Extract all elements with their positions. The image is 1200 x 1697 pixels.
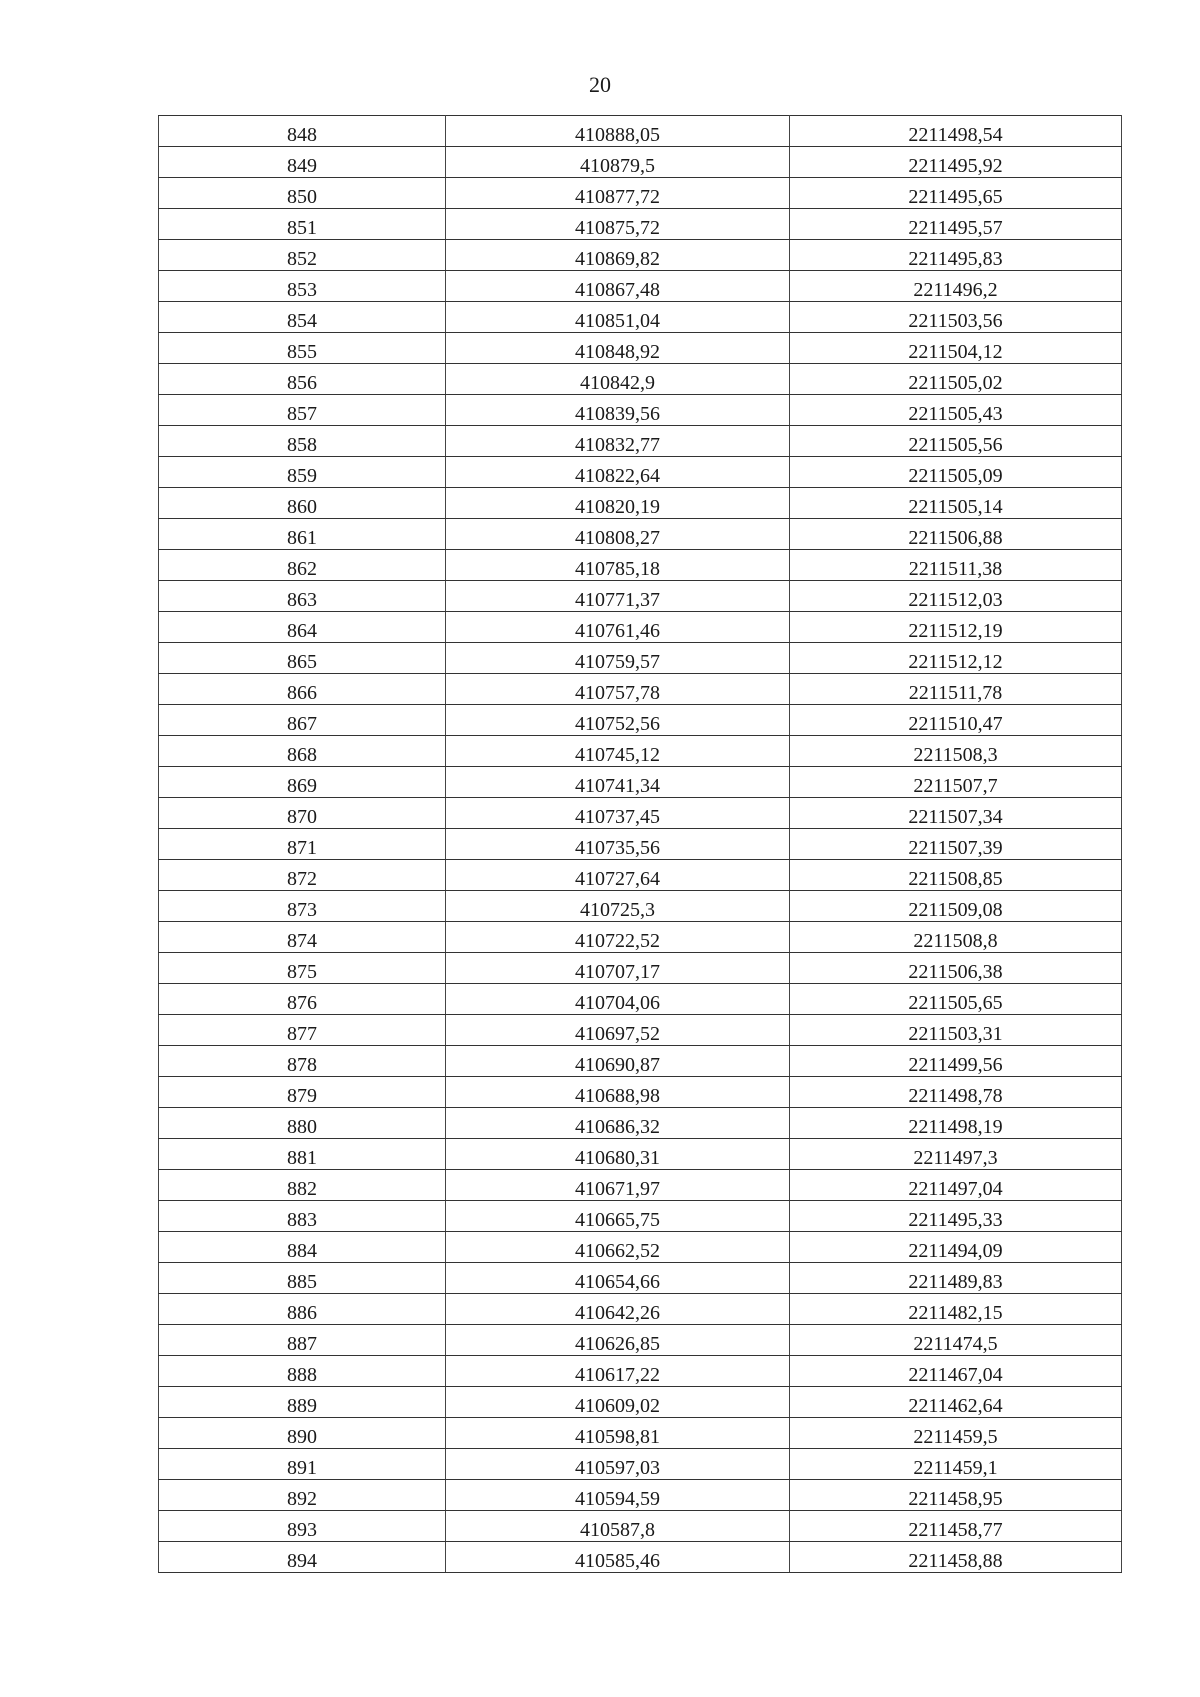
x-coordinate-cell: 410839,56 [446, 395, 790, 426]
x-coordinate-cell: 410609,02 [446, 1387, 790, 1418]
y-coordinate-cell: 2211494,09 [790, 1232, 1122, 1263]
y-coordinate-cell: 2211509,08 [790, 891, 1122, 922]
y-coordinate-cell: 2211505,43 [790, 395, 1122, 426]
x-coordinate-cell: 410688,98 [446, 1077, 790, 1108]
point-number-cell: 866 [159, 674, 446, 705]
point-number-cell: 850 [159, 178, 446, 209]
table-row [159, 1077, 1122, 1108]
point-number-cell: 860 [159, 488, 446, 519]
x-coordinate-cell: 410842,9 [446, 364, 790, 395]
point-number-cell: 858 [159, 426, 446, 457]
y-coordinate-cell: 2211499,56 [790, 1046, 1122, 1077]
y-coordinate-cell: 2211505,56 [790, 426, 1122, 457]
x-coordinate-cell: 410707,17 [446, 953, 790, 984]
x-coordinate-cell: 410697,52 [446, 1015, 790, 1046]
y-coordinate-cell: 2211498,54 [790, 116, 1122, 147]
y-coordinate-cell: 2211507,7 [790, 767, 1122, 798]
y-coordinate-cell: 2211495,57 [790, 209, 1122, 240]
table-row [159, 240, 1122, 271]
point-number-cell: 868 [159, 736, 446, 767]
x-coordinate-cell: 410587,8 [446, 1511, 790, 1542]
y-coordinate-cell: 2211462,64 [790, 1387, 1122, 1418]
point-number-cell: 893 [159, 1511, 446, 1542]
point-number-cell: 857 [159, 395, 446, 426]
table-row [159, 581, 1122, 612]
table-row [159, 984, 1122, 1015]
point-number-cell: 874 [159, 922, 446, 953]
point-number-cell: 894 [159, 1542, 446, 1573]
table-row [159, 116, 1122, 147]
point-number-cell: 886 [159, 1294, 446, 1325]
table-row [159, 1511, 1122, 1542]
table-row [159, 178, 1122, 209]
y-coordinate-cell: 2211474,5 [790, 1325, 1122, 1356]
y-coordinate-cell: 2211458,95 [790, 1480, 1122, 1511]
x-coordinate-cell: 410745,12 [446, 736, 790, 767]
point-number-cell: 848 [159, 116, 446, 147]
table-row [159, 1015, 1122, 1046]
point-number-cell: 889 [159, 1387, 446, 1418]
y-coordinate-cell: 2211511,38 [790, 550, 1122, 581]
table-row [159, 922, 1122, 953]
coordinates-table-body [159, 116, 1122, 1573]
y-coordinate-cell: 2211512,12 [790, 643, 1122, 674]
table-row [159, 1480, 1122, 1511]
x-coordinate-cell: 410888,05 [446, 116, 790, 147]
table-row [159, 860, 1122, 891]
point-number-cell: 888 [159, 1356, 446, 1387]
x-coordinate-cell: 410759,57 [446, 643, 790, 674]
table-row [159, 767, 1122, 798]
y-coordinate-cell: 2211459,1 [790, 1449, 1122, 1480]
x-coordinate-cell: 410851,04 [446, 302, 790, 333]
point-number-cell: 852 [159, 240, 446, 271]
x-coordinate-cell: 410869,82 [446, 240, 790, 271]
point-number-cell: 881 [159, 1139, 446, 1170]
point-number-cell: 870 [159, 798, 446, 829]
table-row [159, 1294, 1122, 1325]
table-row [159, 147, 1122, 178]
x-coordinate-cell: 410671,97 [446, 1170, 790, 1201]
table-row [159, 1046, 1122, 1077]
table-row [159, 1108, 1122, 1139]
table-row [159, 1232, 1122, 1263]
y-coordinate-cell: 2211511,78 [790, 674, 1122, 705]
y-coordinate-cell: 2211505,09 [790, 457, 1122, 488]
point-number-cell: 878 [159, 1046, 446, 1077]
point-number-cell: 869 [159, 767, 446, 798]
y-coordinate-cell: 2211496,2 [790, 271, 1122, 302]
x-coordinate-cell: 410848,92 [446, 333, 790, 364]
y-coordinate-cell: 2211510,47 [790, 705, 1122, 736]
x-coordinate-cell: 410725,3 [446, 891, 790, 922]
y-coordinate-cell: 2211498,78 [790, 1077, 1122, 1108]
x-coordinate-cell: 410820,19 [446, 488, 790, 519]
y-coordinate-cell: 2211505,02 [790, 364, 1122, 395]
point-number-cell: 855 [159, 333, 446, 364]
point-number-cell: 859 [159, 457, 446, 488]
y-coordinate-cell: 2211458,88 [790, 1542, 1122, 1573]
table-row [159, 829, 1122, 860]
point-number-cell: 876 [159, 984, 446, 1015]
point-number-cell: 867 [159, 705, 446, 736]
y-coordinate-cell: 2211503,31 [790, 1015, 1122, 1046]
table-row [159, 953, 1122, 984]
y-coordinate-cell: 2211495,83 [790, 240, 1122, 271]
point-number-cell: 871 [159, 829, 446, 860]
point-number-cell: 854 [159, 302, 446, 333]
y-coordinate-cell: 2211505,14 [790, 488, 1122, 519]
x-coordinate-cell: 410867,48 [446, 271, 790, 302]
x-coordinate-cell: 410665,75 [446, 1201, 790, 1232]
y-coordinate-cell: 2211497,3 [790, 1139, 1122, 1170]
table-row [159, 643, 1122, 674]
x-coordinate-cell: 410686,32 [446, 1108, 790, 1139]
y-coordinate-cell: 2211507,34 [790, 798, 1122, 829]
y-coordinate-cell: 2211458,77 [790, 1511, 1122, 1542]
x-coordinate-cell: 410626,85 [446, 1325, 790, 1356]
point-number-cell: 853 [159, 271, 446, 302]
point-number-cell: 851 [159, 209, 446, 240]
x-coordinate-cell: 410642,26 [446, 1294, 790, 1325]
y-coordinate-cell: 2211512,19 [790, 612, 1122, 643]
table-row [159, 426, 1122, 457]
point-number-cell: 862 [159, 550, 446, 581]
table-row [159, 1201, 1122, 1232]
x-coordinate-cell: 410771,37 [446, 581, 790, 612]
table-row [159, 333, 1122, 364]
x-coordinate-cell: 410597,03 [446, 1449, 790, 1480]
table-row [159, 519, 1122, 550]
point-number-cell: 884 [159, 1232, 446, 1263]
x-coordinate-cell: 410875,72 [446, 209, 790, 240]
table-row [159, 1325, 1122, 1356]
y-coordinate-cell: 2211489,83 [790, 1263, 1122, 1294]
point-number-cell: 877 [159, 1015, 446, 1046]
table-row [159, 1418, 1122, 1449]
point-number-cell: 872 [159, 860, 446, 891]
x-coordinate-cell: 410594,59 [446, 1480, 790, 1511]
x-coordinate-cell: 410822,64 [446, 457, 790, 488]
y-coordinate-cell: 2211495,92 [790, 147, 1122, 178]
table-row [159, 364, 1122, 395]
x-coordinate-cell: 410654,66 [446, 1263, 790, 1294]
x-coordinate-cell: 410727,64 [446, 860, 790, 891]
table-row [159, 271, 1122, 302]
table-row [159, 1542, 1122, 1573]
y-coordinate-cell: 2211512,03 [790, 581, 1122, 612]
x-coordinate-cell: 410735,56 [446, 829, 790, 860]
x-coordinate-cell: 410757,78 [446, 674, 790, 705]
table-row [159, 674, 1122, 705]
coordinates-table [158, 115, 1122, 1573]
x-coordinate-cell: 410680,31 [446, 1139, 790, 1170]
point-number-cell: 873 [159, 891, 446, 922]
y-coordinate-cell: 2211467,04 [790, 1356, 1122, 1387]
y-coordinate-cell: 2211482,15 [790, 1294, 1122, 1325]
point-number-cell: 891 [159, 1449, 446, 1480]
table-row [159, 1387, 1122, 1418]
y-coordinate-cell: 2211507,39 [790, 829, 1122, 860]
table-row [159, 488, 1122, 519]
table-row [159, 1170, 1122, 1201]
point-number-cell: 890 [159, 1418, 446, 1449]
x-coordinate-cell: 410722,52 [446, 922, 790, 953]
point-number-cell: 864 [159, 612, 446, 643]
table-row [159, 1449, 1122, 1480]
point-number-cell: 875 [159, 953, 446, 984]
y-coordinate-cell: 2211506,38 [790, 953, 1122, 984]
table-row [159, 705, 1122, 736]
x-coordinate-cell: 410690,87 [446, 1046, 790, 1077]
x-coordinate-cell: 410741,34 [446, 767, 790, 798]
point-number-cell: 883 [159, 1201, 446, 1232]
table-row [159, 395, 1122, 426]
y-coordinate-cell: 2211503,56 [790, 302, 1122, 333]
y-coordinate-cell: 2211459,5 [790, 1418, 1122, 1449]
table-row [159, 1356, 1122, 1387]
table-row [159, 798, 1122, 829]
y-coordinate-cell: 2211497,04 [790, 1170, 1122, 1201]
x-coordinate-cell: 410761,46 [446, 612, 790, 643]
table-row [159, 1139, 1122, 1170]
table-row [159, 550, 1122, 581]
y-coordinate-cell: 2211508,3 [790, 736, 1122, 767]
y-coordinate-cell: 2211504,12 [790, 333, 1122, 364]
point-number-cell: 880 [159, 1108, 446, 1139]
point-number-cell: 887 [159, 1325, 446, 1356]
y-coordinate-cell: 2211508,85 [790, 860, 1122, 891]
x-coordinate-cell: 410832,77 [446, 426, 790, 457]
point-number-cell: 879 [159, 1077, 446, 1108]
y-coordinate-cell: 2211495,33 [790, 1201, 1122, 1232]
x-coordinate-cell: 410752,56 [446, 705, 790, 736]
y-coordinate-cell: 2211498,19 [790, 1108, 1122, 1139]
x-coordinate-cell: 410662,52 [446, 1232, 790, 1263]
x-coordinate-cell: 410737,45 [446, 798, 790, 829]
point-number-cell: 882 [159, 1170, 446, 1201]
table-row [159, 209, 1122, 240]
y-coordinate-cell: 2211505,65 [790, 984, 1122, 1015]
y-coordinate-cell: 2211508,8 [790, 922, 1122, 953]
table-row [159, 457, 1122, 488]
table-row [159, 612, 1122, 643]
point-number-cell: 865 [159, 643, 446, 674]
point-number-cell: 856 [159, 364, 446, 395]
x-coordinate-cell: 410598,81 [446, 1418, 790, 1449]
x-coordinate-cell: 410879,5 [446, 147, 790, 178]
point-number-cell: 863 [159, 581, 446, 612]
y-coordinate-cell: 2211506,88 [790, 519, 1122, 550]
point-number-cell: 861 [159, 519, 446, 550]
x-coordinate-cell: 410585,46 [446, 1542, 790, 1573]
point-number-cell: 849 [159, 147, 446, 178]
x-coordinate-cell: 410704,06 [446, 984, 790, 1015]
x-coordinate-cell: 410808,27 [446, 519, 790, 550]
table-row [159, 736, 1122, 767]
x-coordinate-cell: 410877,72 [446, 178, 790, 209]
page-number: 20 [589, 72, 611, 97]
x-coordinate-cell: 410617,22 [446, 1356, 790, 1387]
table-row [159, 302, 1122, 333]
point-number-cell: 885 [159, 1263, 446, 1294]
x-coordinate-cell: 410785,18 [446, 550, 790, 581]
table-row [159, 1263, 1122, 1294]
point-number-cell: 892 [159, 1480, 446, 1511]
table-row [159, 891, 1122, 922]
y-coordinate-cell: 2211495,65 [790, 178, 1122, 209]
